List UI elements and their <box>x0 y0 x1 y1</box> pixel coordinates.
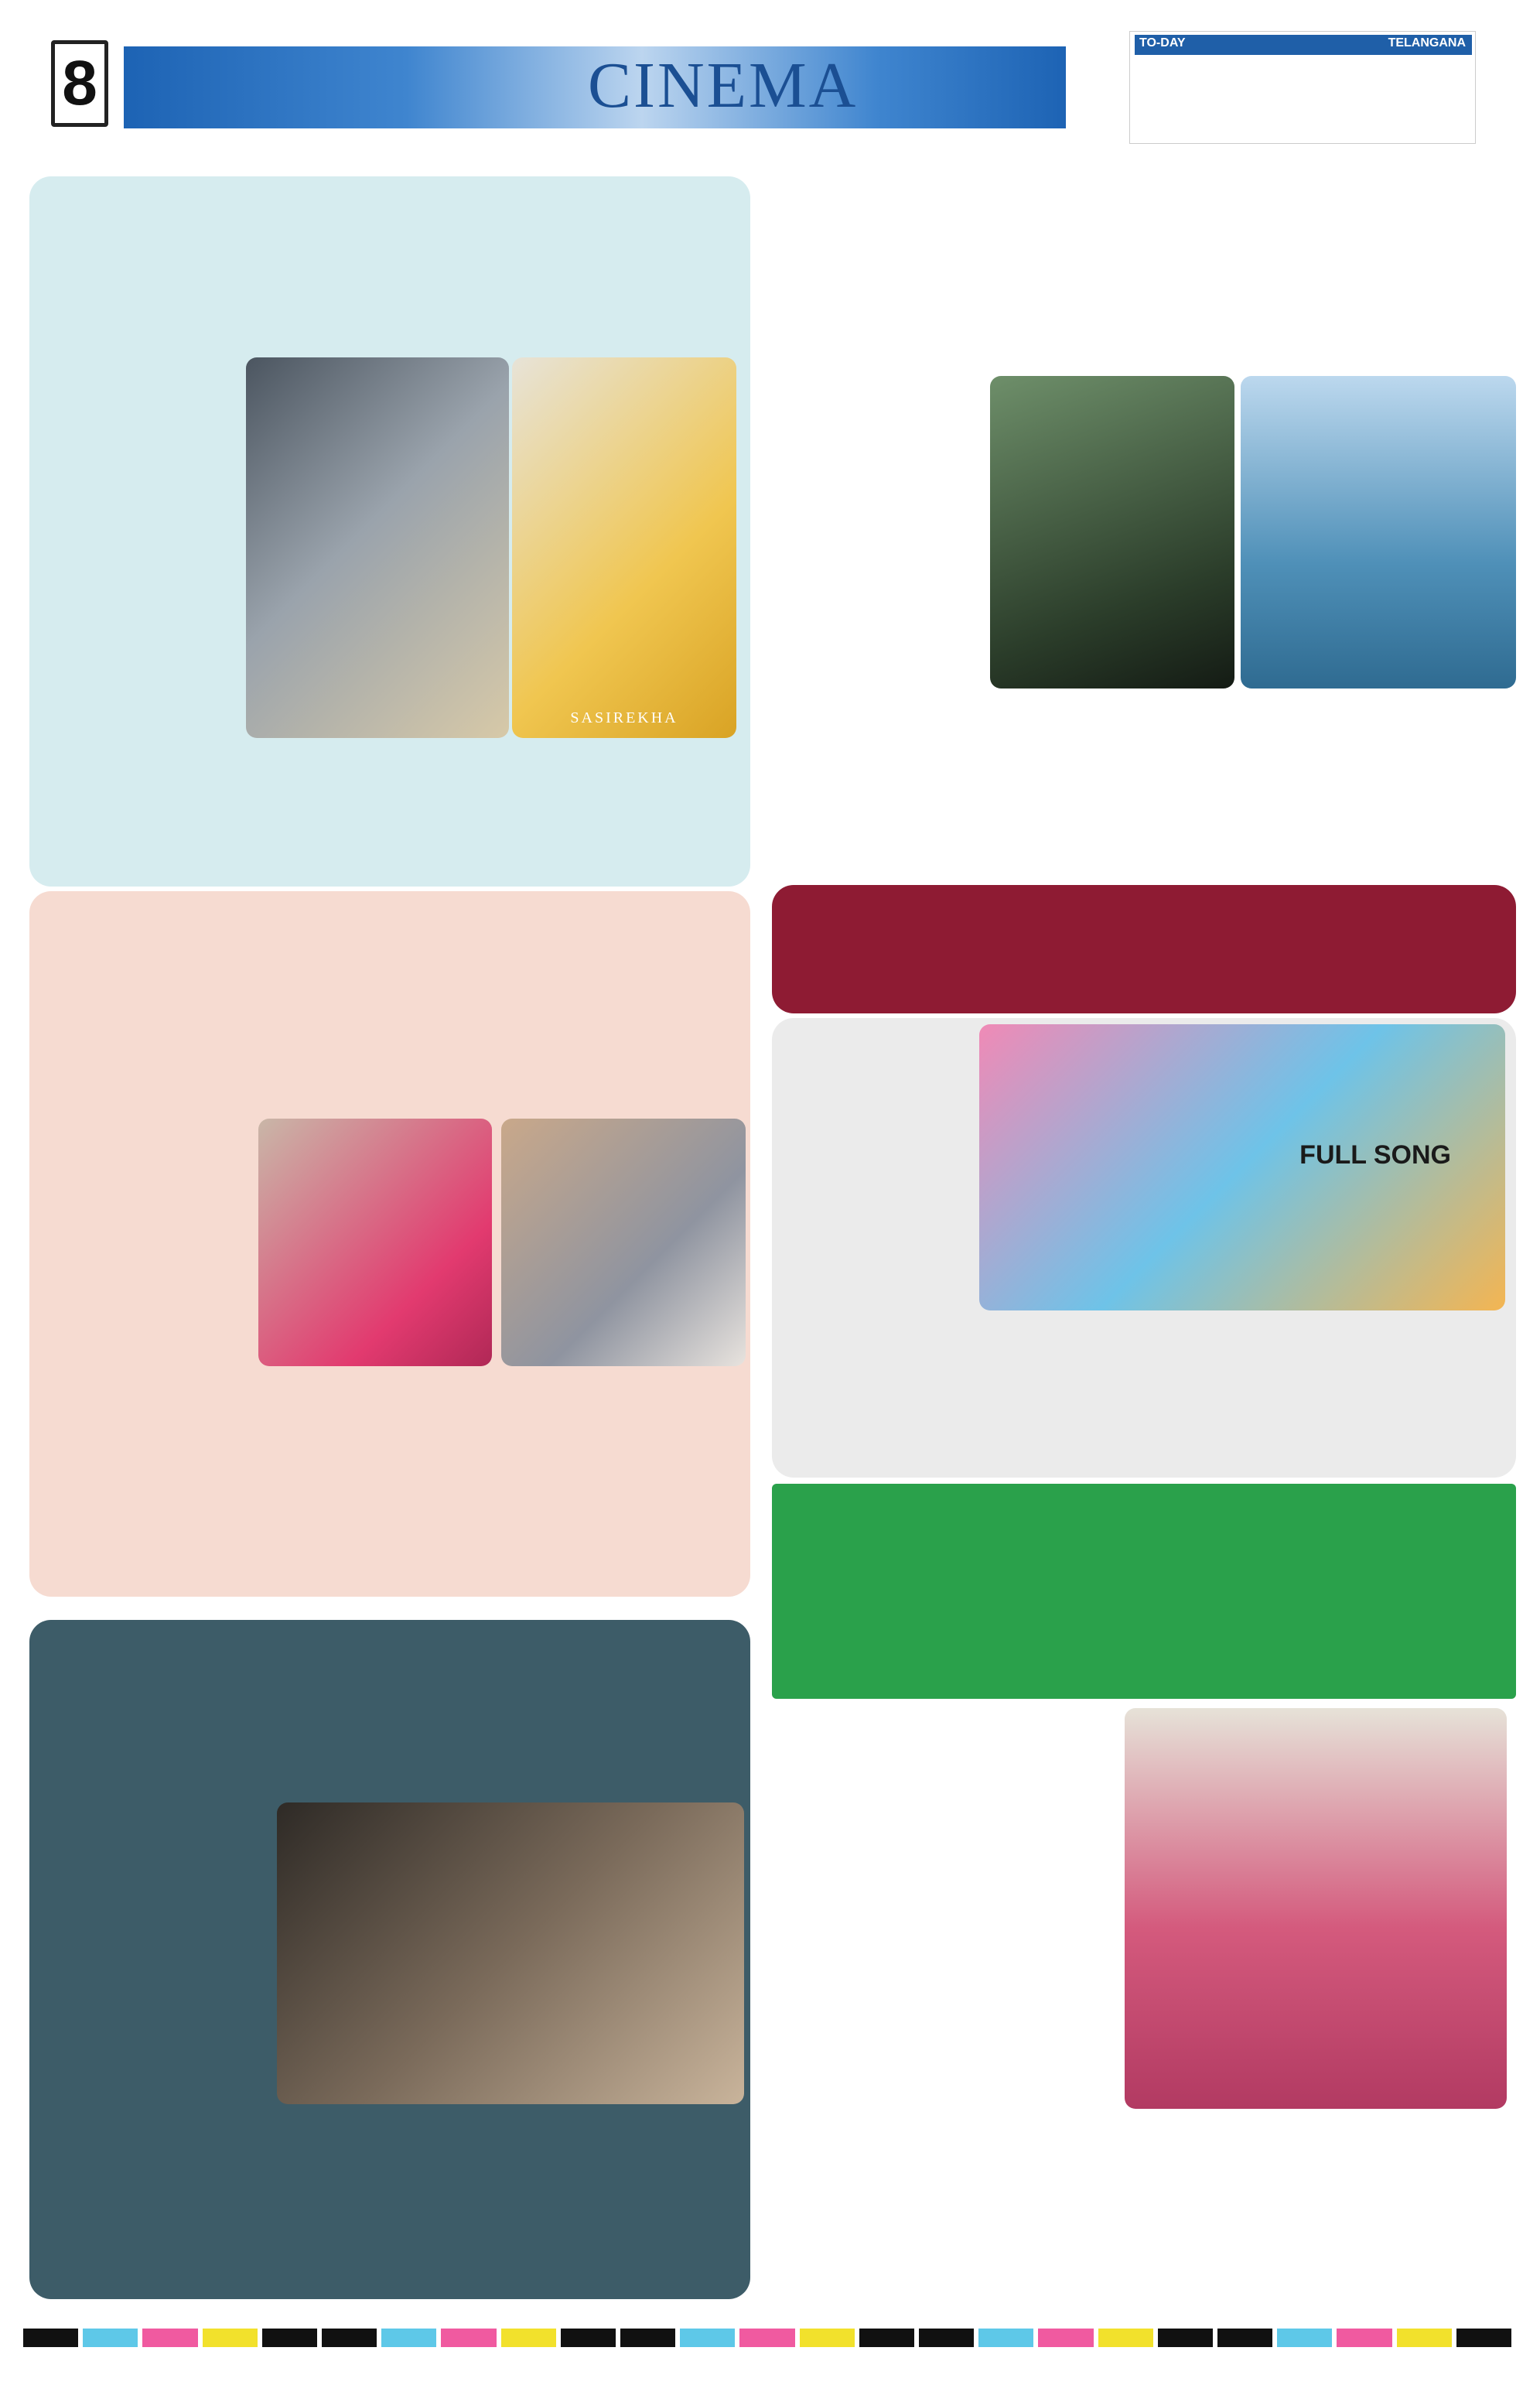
article-title-panel <box>772 1484 1516 1699</box>
article-title-panel <box>772 885 1516 1013</box>
color-block <box>1217 2329 1272 2347</box>
color-block <box>561 2329 616 2347</box>
color-block <box>23 2329 78 2347</box>
color-block <box>501 2329 556 2347</box>
actor-photo <box>246 357 509 738</box>
accident-boat-photo <box>1241 376 1516 689</box>
actress-photo <box>512 357 736 738</box>
two-heroes-photo <box>277 1802 744 2104</box>
color-block <box>800 2329 855 2347</box>
color-block <box>1038 2329 1093 2347</box>
page-number: 8 <box>51 40 108 127</box>
color-block <box>680 2329 735 2347</box>
color-block <box>1277 2329 1332 2347</box>
heroine-photo <box>501 1119 746 1366</box>
color-block <box>620 2329 675 2347</box>
album-poster-photo <box>979 1024 1505 1310</box>
newspaper-logo <box>1129 31 1476 144</box>
color-block <box>1337 2329 1391 2347</box>
color-block <box>859 2329 914 2347</box>
color-block <box>1158 2329 1213 2347</box>
color-block <box>919 2329 974 2347</box>
color-block <box>381 2329 436 2347</box>
color-block <box>142 2329 197 2347</box>
color-block <box>203 2329 258 2347</box>
actor-photo <box>990 376 1234 689</box>
logo-today-text: TO-DAY <box>1139 36 1186 50</box>
photo-caption: SASIREKHA <box>570 709 678 726</box>
full-song-label: FULL SONG <box>1299 1140 1451 1170</box>
color-block <box>1456 2329 1511 2347</box>
print-color-strip <box>23 2329 1516 2347</box>
color-block <box>978 2329 1033 2347</box>
color-block <box>83 2329 138 2347</box>
color-block <box>262 2329 317 2347</box>
color-block <box>1098 2329 1153 2347</box>
color-block <box>739 2329 794 2347</box>
color-block <box>322 2329 377 2347</box>
section-title: CINEMA <box>588 50 859 121</box>
color-block <box>441 2329 496 2347</box>
heroine-photo <box>1125 1708 1507 2109</box>
color-block <box>1397 2329 1452 2347</box>
mother-photo <box>258 1119 492 1366</box>
logo-telangana-text: TELANGANA <box>1388 36 1466 50</box>
